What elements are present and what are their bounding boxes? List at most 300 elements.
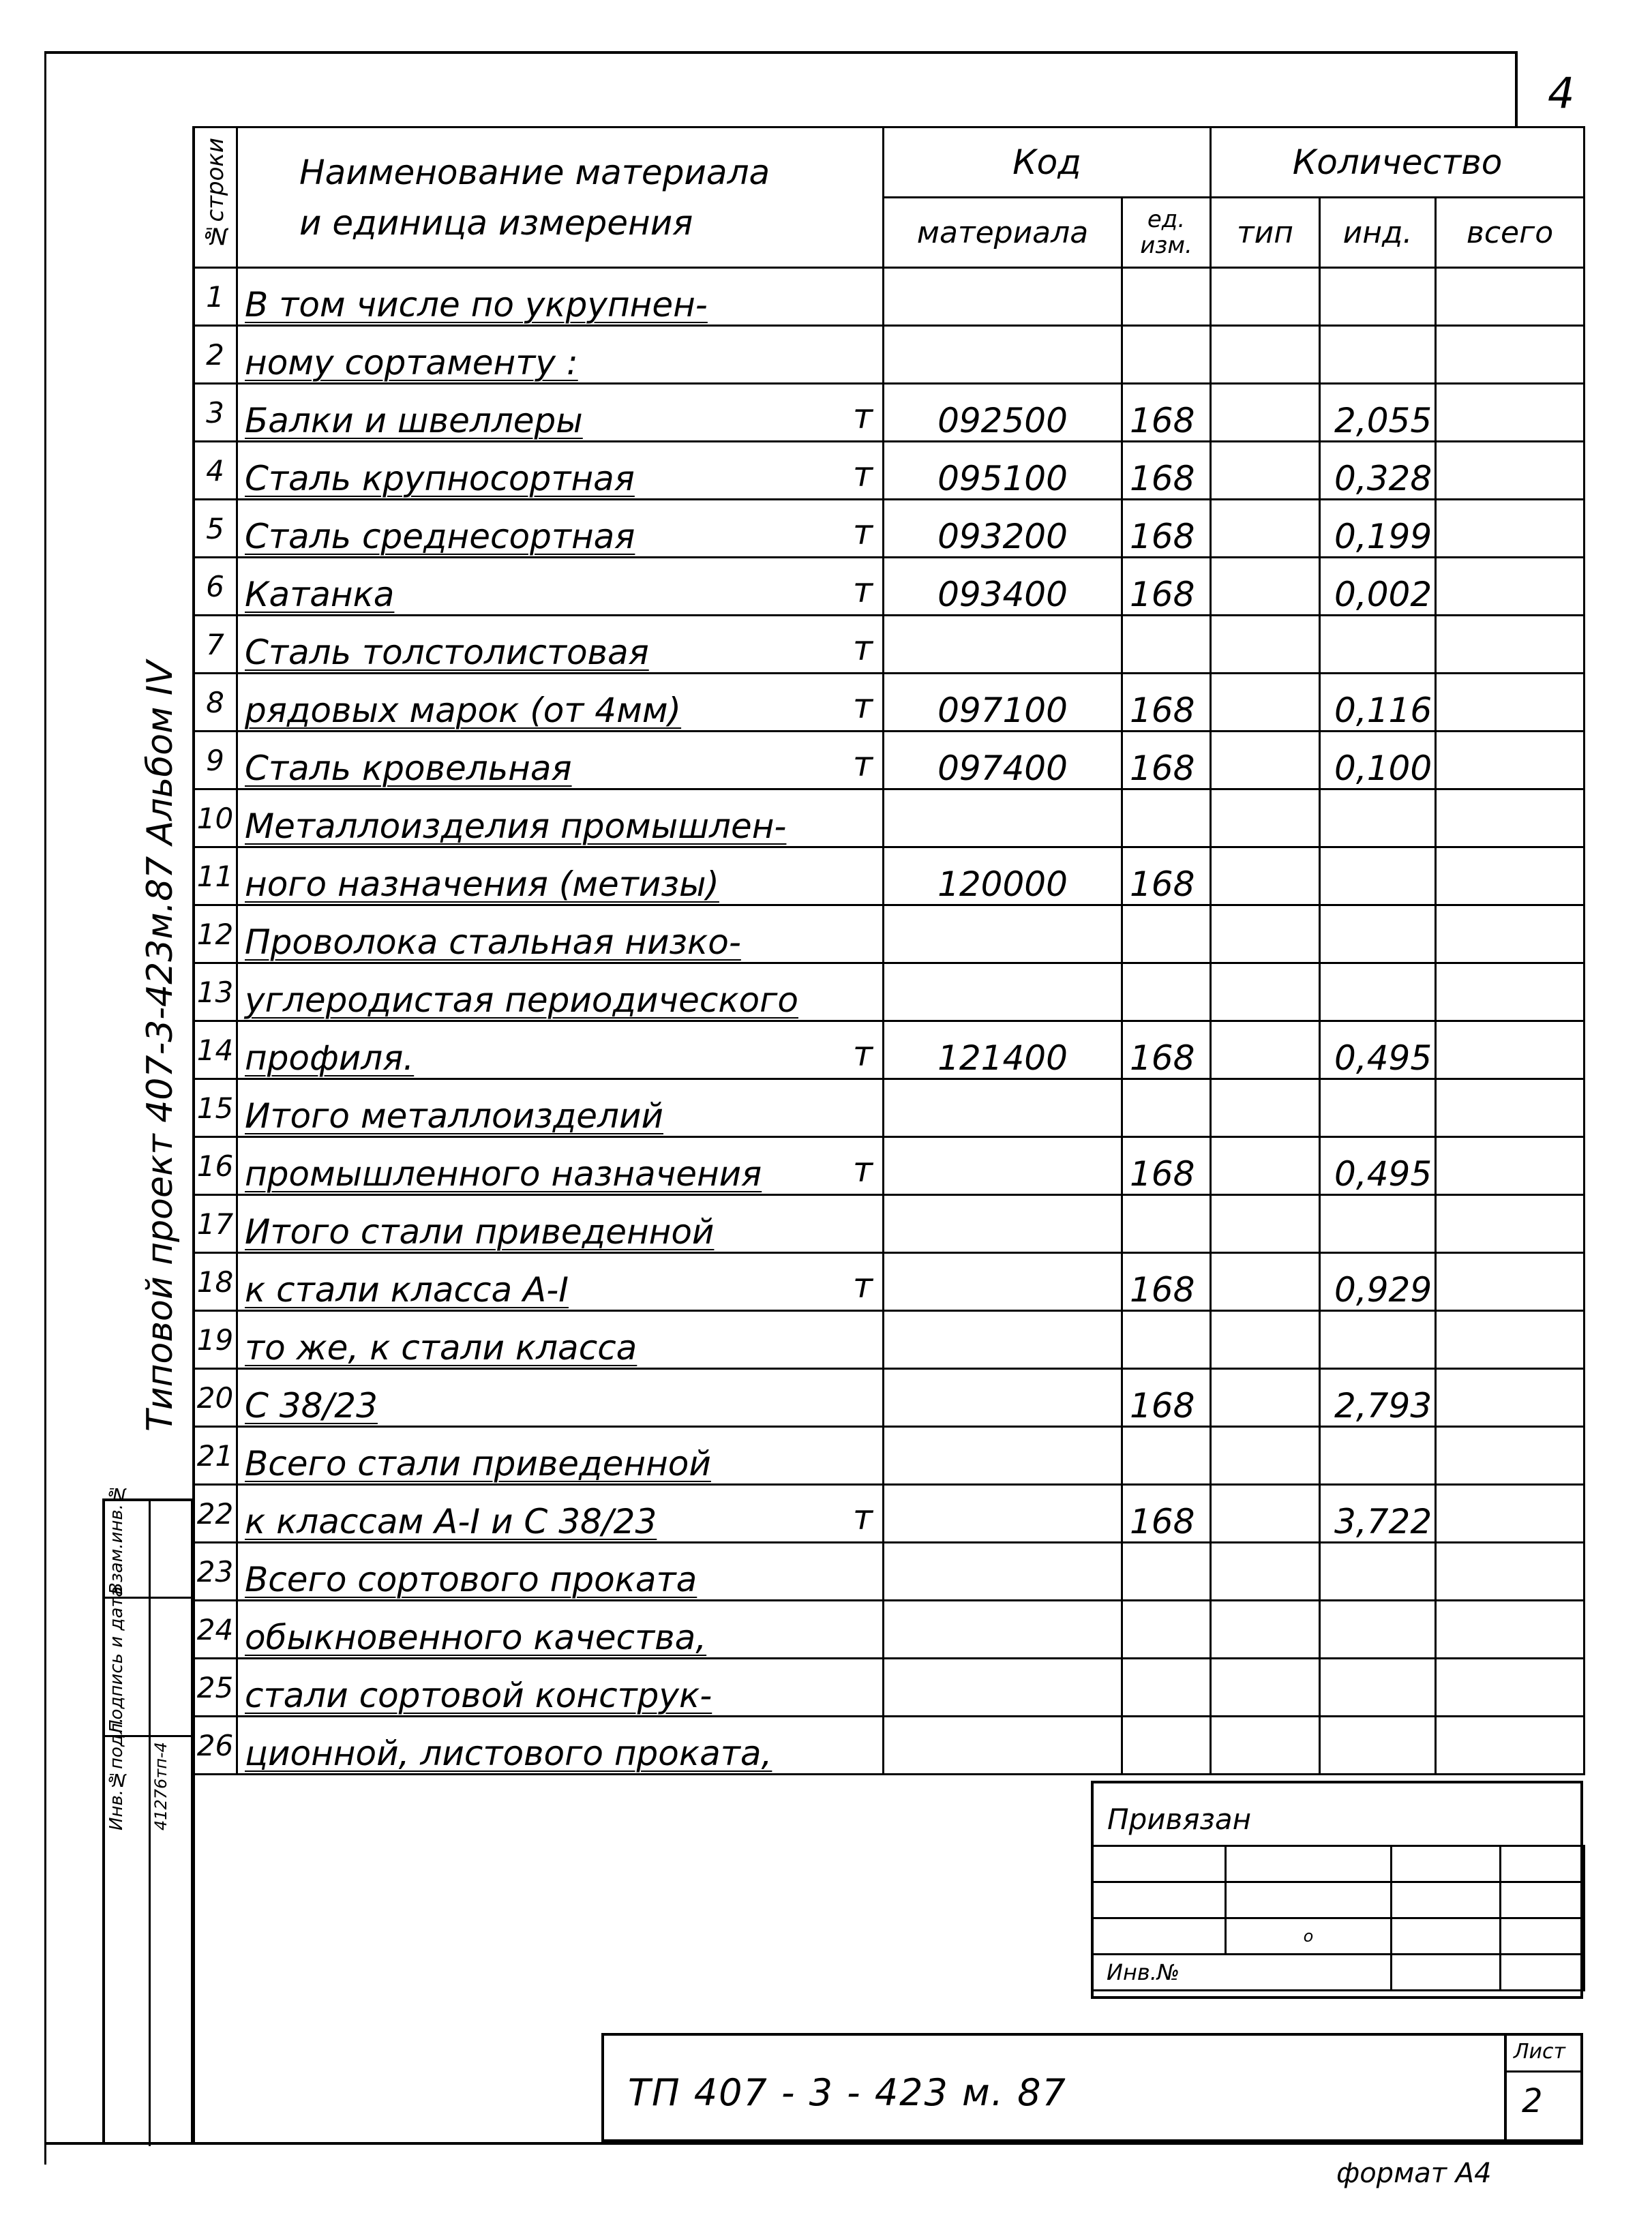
table-row (194, 1427, 1585, 1485)
header-qty-type: тип (1211, 198, 1320, 268)
material-name-cell (237, 847, 884, 905)
material-name: к классам А-I и С 38/23 (245, 1502, 657, 1541)
material-name-cell (237, 268, 884, 326)
material-name-cell (237, 963, 884, 1021)
table-row (194, 1137, 1585, 1195)
material-code (884, 789, 1122, 847)
side-stamp (102, 1483, 194, 2145)
linked-cell (1501, 1846, 1585, 1882)
unit-code: 168 (1122, 1369, 1211, 1427)
material-name: ного назначения (метизы) (245, 864, 719, 904)
qty-ind (1320, 789, 1436, 847)
material-name-cell (237, 905, 884, 963)
linked-cell (1392, 1882, 1501, 1918)
qty-type (1211, 616, 1320, 674)
unit-mark: т (852, 1498, 873, 1537)
linked-cell (1092, 1918, 1226, 1955)
unit-mark: т (852, 629, 873, 668)
header-quantity-group: Количество (1211, 127, 1585, 198)
header-code-unit (1122, 198, 1211, 268)
unit-code (1122, 1601, 1211, 1659)
side-box-replacement-label: Взам.инв.№ (106, 1483, 127, 1595)
material-name-cell (237, 1021, 884, 1079)
qty-total (1436, 384, 1585, 442)
qty-ind: 0,116 (1320, 674, 1436, 732)
material-name: Сталь среднесортная (245, 517, 635, 556)
material-name-cell (237, 1543, 884, 1601)
material-name-cell (237, 1601, 884, 1659)
header-material-name-line2: и единица измерения (299, 202, 693, 243)
left-frame-line (44, 51, 46, 2165)
linked-cell (1392, 1846, 1501, 1882)
qty-total (1436, 732, 1585, 789)
unit-code: 168 (1122, 558, 1211, 616)
table-row (194, 789, 1585, 847)
table-row (194, 1543, 1585, 1601)
material-code (884, 1717, 1122, 1775)
inventory-label: Инв.№ (1107, 1959, 1180, 1985)
table-row (194, 326, 1585, 384)
row-number: 9 (194, 732, 237, 789)
side-box-inventory-divider (149, 1737, 151, 2146)
unit-code (1122, 1659, 1211, 1717)
qty-type (1211, 1311, 1320, 1369)
side-box-replacement (105, 1483, 191, 1599)
material-code (884, 963, 1122, 1021)
table-row (194, 384, 1585, 442)
unit-code: 168 (1122, 1485, 1211, 1543)
row-number: 22 (194, 1485, 237, 1543)
table-row (194, 500, 1585, 558)
row-number: 14 (194, 1021, 237, 1079)
qty-type (1211, 1137, 1320, 1195)
material-name: Итого стали приведенной (245, 1212, 715, 1252)
header-material-name (237, 127, 884, 268)
qty-total (1436, 789, 1585, 847)
page-number: 4 (1548, 68, 1575, 118)
table-row (194, 1717, 1585, 1775)
material-name-cell (237, 674, 884, 732)
qty-type (1211, 1601, 1320, 1659)
row-number: 10 (194, 789, 237, 847)
material-name: рядовых марок (от 4мм) (245, 691, 682, 730)
linked-block (1091, 1781, 1583, 1999)
table-row (194, 1253, 1585, 1311)
material-code (884, 1311, 1122, 1369)
header-row-number-label: №строки (201, 138, 229, 250)
material-name: углеродистая периодического (245, 980, 798, 1020)
row-number: 13 (194, 963, 237, 1021)
side-box-inventory-value: 41276тп-4 (151, 1742, 170, 1830)
table-row (194, 558, 1585, 616)
material-name: профиля. (245, 1038, 415, 1078)
material-name-cell (237, 384, 884, 442)
qty-type (1211, 384, 1320, 442)
qty-total (1436, 674, 1585, 732)
qty-type (1211, 268, 1320, 326)
row-number: 7 (194, 616, 237, 674)
material-name: Металлоизделия промышлен- (245, 807, 787, 846)
qty-type (1211, 1079, 1320, 1137)
qty-total (1436, 1137, 1585, 1195)
linked-cell (1092, 1882, 1226, 1918)
qty-ind (1320, 1659, 1436, 1717)
material-code: 097100 (884, 674, 1122, 732)
material-name-cell (237, 1659, 884, 1717)
qty-ind (1320, 1543, 1436, 1601)
material-name-cell (237, 1311, 884, 1369)
unit-code (1122, 616, 1211, 674)
material-code (884, 1137, 1122, 1195)
unit-mark: т (852, 1034, 873, 1074)
page-number-divider (1515, 51, 1518, 126)
linked-grid (1091, 1845, 1585, 1991)
linked-cell (1092, 1846, 1226, 1882)
material-name: ционной, листового проката, (245, 1734, 772, 1773)
material-code (884, 1543, 1122, 1601)
linked-cell (1501, 1955, 1585, 1991)
qty-type (1211, 1543, 1320, 1601)
linked-mark: о (1303, 1927, 1314, 1946)
table-row (194, 1311, 1585, 1369)
qty-type (1211, 847, 1320, 905)
material-code (884, 905, 1122, 963)
unit-code: 168 (1122, 384, 1211, 442)
material-code: 121400 (884, 1021, 1122, 1079)
row-number: 11 (194, 847, 237, 905)
material-name-cell (237, 1079, 884, 1137)
qty-total (1436, 1601, 1585, 1659)
sheet-label: Лист (1514, 2040, 1566, 2064)
linked-cell (1392, 1918, 1501, 1955)
qty-ind: 0,002 (1320, 558, 1436, 616)
header-code-group: Код (884, 127, 1211, 198)
qty-ind (1320, 1427, 1436, 1485)
material-code (884, 268, 1122, 326)
qty-type (1211, 905, 1320, 963)
qty-type (1211, 1659, 1320, 1717)
qty-type (1211, 558, 1320, 616)
material-name: Сталь кровельная (245, 749, 572, 788)
row-number: 8 (194, 674, 237, 732)
unit-code (1122, 905, 1211, 963)
row-number: 3 (194, 384, 237, 442)
qty-ind: 2,055 (1320, 384, 1436, 442)
title-stamp (601, 2033, 1583, 2142)
unit-code: 168 (1122, 732, 1211, 789)
unit-mark: т (852, 455, 873, 494)
unit-code: 168 (1122, 1253, 1211, 1311)
material-code (884, 1659, 1122, 1717)
material-name-cell (237, 1485, 884, 1543)
material-name-cell (237, 1195, 884, 1253)
qty-type (1211, 789, 1320, 847)
qty-total (1436, 1021, 1585, 1079)
table-row (194, 1601, 1585, 1659)
side-box-signature-divider (149, 1599, 151, 1735)
linked-cell (1501, 1882, 1585, 1918)
table-row (194, 1079, 1585, 1137)
row-number: 6 (194, 558, 237, 616)
material-name: промышленного назначения (245, 1154, 762, 1194)
material-code (884, 1601, 1122, 1659)
qty-ind: 0,929 (1320, 1253, 1436, 1311)
material-name: Проволока стальная низко- (245, 922, 741, 962)
material-code: 093400 (884, 558, 1122, 616)
qty-total (1436, 1195, 1585, 1253)
unit-mark: т (852, 687, 873, 726)
row-number: 17 (194, 1195, 237, 1253)
linked-cell (1226, 1846, 1392, 1882)
sheet-divider (1507, 2070, 1580, 2073)
unit-code: 168 (1122, 442, 1211, 500)
material-name-cell (237, 558, 884, 616)
material-name: Катанка (245, 575, 395, 614)
qty-type (1211, 500, 1320, 558)
qty-type (1211, 1195, 1320, 1253)
qty-type (1211, 674, 1320, 732)
material-name: обыкновенного качества, (245, 1618, 707, 1657)
row-number: 19 (194, 1311, 237, 1369)
material-name-cell (237, 1137, 884, 1195)
qty-type (1211, 1253, 1320, 1311)
header-code-unit-line2: изм. (1140, 232, 1192, 259)
linked-cell (1501, 1918, 1585, 1955)
table-row (194, 616, 1585, 674)
table-row (194, 1021, 1585, 1079)
qty-total (1436, 963, 1585, 1021)
sheet-number: 2 (1522, 2082, 1543, 2120)
row-number: 2 (194, 326, 237, 384)
side-project-title: Типовой проект 407-3-423м.87 Альбом IV (140, 661, 181, 1432)
material-name-cell (237, 442, 884, 500)
qty-total (1436, 1659, 1585, 1717)
material-name-cell (237, 732, 884, 789)
unit-code: 168 (1122, 1137, 1211, 1195)
qty-ind (1320, 1601, 1436, 1659)
row-number: 21 (194, 1427, 237, 1485)
unit-mark: т (852, 1150, 873, 1190)
row-number: 20 (194, 1369, 237, 1427)
material-name: Сталь крупносортная (245, 459, 635, 498)
side-box-inventory-label: Инв.№подл. (106, 1717, 127, 1830)
material-name: к стали класса А-I (245, 1270, 569, 1310)
unit-mark: т (852, 744, 873, 784)
qty-total (1436, 1369, 1585, 1427)
bottom-frame-line (44, 2142, 1583, 2145)
row-number: 26 (194, 1717, 237, 1775)
unit-code (1122, 1311, 1211, 1369)
unit-mark: т (852, 1266, 873, 1306)
qty-total (1436, 268, 1585, 326)
qty-ind (1320, 1311, 1436, 1369)
qty-ind (1320, 1717, 1436, 1775)
material-name-cell (237, 616, 884, 674)
unit-code (1122, 326, 1211, 384)
material-name: С 38/23 (245, 1386, 378, 1426)
header-code-material: материала (884, 198, 1122, 268)
qty-total (1436, 847, 1585, 905)
unit-code: 168 (1122, 500, 1211, 558)
side-box-inventory (105, 1717, 191, 2146)
qty-type (1211, 1485, 1320, 1543)
material-name-cell (237, 789, 884, 847)
qty-total (1436, 1079, 1585, 1137)
format-label: формат А4 (1336, 2158, 1492, 2189)
table-row (194, 442, 1585, 500)
qty-total (1436, 442, 1585, 500)
material-name: Итого металлоизделий (245, 1096, 663, 1136)
table-row (194, 963, 1585, 1021)
table-row (194, 732, 1585, 789)
side-box-signature-label: Подпись и дата (106, 1586, 127, 1733)
qty-ind (1320, 847, 1436, 905)
top-frame-line (44, 51, 1517, 54)
header-qty-total: всего (1436, 198, 1585, 268)
qty-total (1436, 905, 1585, 963)
material-name: Всего стали приведенной (245, 1444, 711, 1483)
unit-code (1122, 1427, 1211, 1485)
specification-table (192, 126, 1585, 1775)
inventory-cell (1092, 1955, 1392, 1991)
qty-total (1436, 500, 1585, 558)
material-name-cell (237, 1717, 884, 1775)
row-number: 16 (194, 1137, 237, 1195)
qty-type (1211, 326, 1320, 384)
material-name: ному сортаменту : (245, 343, 578, 382)
qty-type (1211, 1369, 1320, 1427)
material-code: 097400 (884, 732, 1122, 789)
qty-ind (1320, 905, 1436, 963)
table-row (194, 1195, 1585, 1253)
linked-grid-row (1092, 1918, 1585, 1955)
qty-ind (1320, 1195, 1436, 1253)
table-row (194, 1485, 1585, 1543)
row-number: 1 (194, 268, 237, 326)
table-row (194, 905, 1585, 963)
material-name-cell (237, 1427, 884, 1485)
qty-total (1436, 558, 1585, 616)
table-row (194, 1659, 1585, 1717)
qty-total (1436, 1485, 1585, 1543)
qty-type (1211, 1021, 1320, 1079)
header-row-top (194, 127, 1585, 198)
row-number: 23 (194, 1543, 237, 1601)
row-number: 15 (194, 1079, 237, 1137)
material-code: 092500 (884, 384, 1122, 442)
unit-code (1122, 1195, 1211, 1253)
side-box-replacement-value (149, 1501, 151, 1597)
linked-cell (1392, 1955, 1501, 1991)
qty-ind: 0,100 (1320, 732, 1436, 789)
linked-cell (1226, 1882, 1392, 1918)
qty-total (1436, 1427, 1585, 1485)
qty-total (1436, 326, 1585, 384)
material-code (884, 616, 1122, 674)
qty-type (1211, 732, 1320, 789)
header-qty-ind: инд. (1320, 198, 1436, 268)
unit-mark: т (852, 397, 873, 436)
table-row (194, 674, 1585, 732)
qty-ind: 0,328 (1320, 442, 1436, 500)
linked-cell (1226, 1918, 1392, 1955)
material-name-cell (237, 1369, 884, 1427)
qty-type (1211, 442, 1320, 500)
table-row (194, 1369, 1585, 1427)
linked-grid-row (1092, 1955, 1585, 1991)
material-code (884, 1195, 1122, 1253)
document-code: ТП 407 - 3 - 423 м. 87 (628, 2071, 1067, 2114)
row-number: 5 (194, 500, 237, 558)
row-number: 12 (194, 905, 237, 963)
material-code: 093200 (884, 500, 1122, 558)
qty-ind (1320, 268, 1436, 326)
qty-total (1436, 616, 1585, 674)
row-number: 18 (194, 1253, 237, 1311)
material-name: то же, к стали класса (245, 1328, 637, 1368)
material-code (884, 1369, 1122, 1427)
qty-ind (1320, 1079, 1436, 1137)
unit-mark: т (852, 571, 873, 610)
qty-ind: 2,793 (1320, 1369, 1436, 1427)
qty-total (1436, 1717, 1585, 1775)
unit-code (1122, 963, 1211, 1021)
material-name: стали сортовой конструк- (245, 1676, 712, 1715)
material-code: 120000 (884, 847, 1122, 905)
material-code (884, 1079, 1122, 1137)
qty-ind (1320, 326, 1436, 384)
qty-type (1211, 963, 1320, 1021)
table-body (194, 268, 1585, 1775)
table-row (194, 847, 1585, 905)
qty-total (1436, 1311, 1585, 1369)
qty-ind: 3,722 (1320, 1485, 1436, 1543)
material-code (884, 326, 1122, 384)
table-row (194, 268, 1585, 326)
unit-code: 168 (1122, 1021, 1211, 1079)
qty-ind (1320, 963, 1436, 1021)
row-number: 4 (194, 442, 237, 500)
material-name-cell (237, 326, 884, 384)
unit-code (1122, 789, 1211, 847)
qty-ind: 0,495 (1320, 1137, 1436, 1195)
qty-type (1211, 1427, 1320, 1485)
linked-grid-row (1092, 1846, 1585, 1882)
material-code (884, 1485, 1122, 1543)
header-row-number (194, 127, 237, 268)
row-number: 24 (194, 1601, 237, 1659)
sheet-cell (1504, 2033, 1583, 2142)
unit-code (1122, 1079, 1211, 1137)
material-code (884, 1427, 1122, 1485)
unit-code (1122, 268, 1211, 326)
linked-grid-row (1092, 1882, 1585, 1918)
material-code (884, 1253, 1122, 1311)
qty-ind: 0,495 (1320, 1021, 1436, 1079)
unit-mark: т (852, 513, 873, 552)
qty-total (1436, 1253, 1585, 1311)
unit-code: 168 (1122, 674, 1211, 732)
qty-type (1211, 1717, 1320, 1775)
material-name: Сталь толстолистовая (245, 633, 649, 672)
material-name-cell (237, 1253, 884, 1311)
material-name: В том числе по укрупнен- (245, 285, 708, 325)
material-name: Всего сортового проката (245, 1560, 697, 1599)
header-code-unit-line1: ед. (1147, 206, 1186, 233)
unit-code (1122, 1717, 1211, 1775)
qty-ind: 0,199 (1320, 500, 1436, 558)
header-material-name-line1: Наименование материала (299, 152, 770, 192)
